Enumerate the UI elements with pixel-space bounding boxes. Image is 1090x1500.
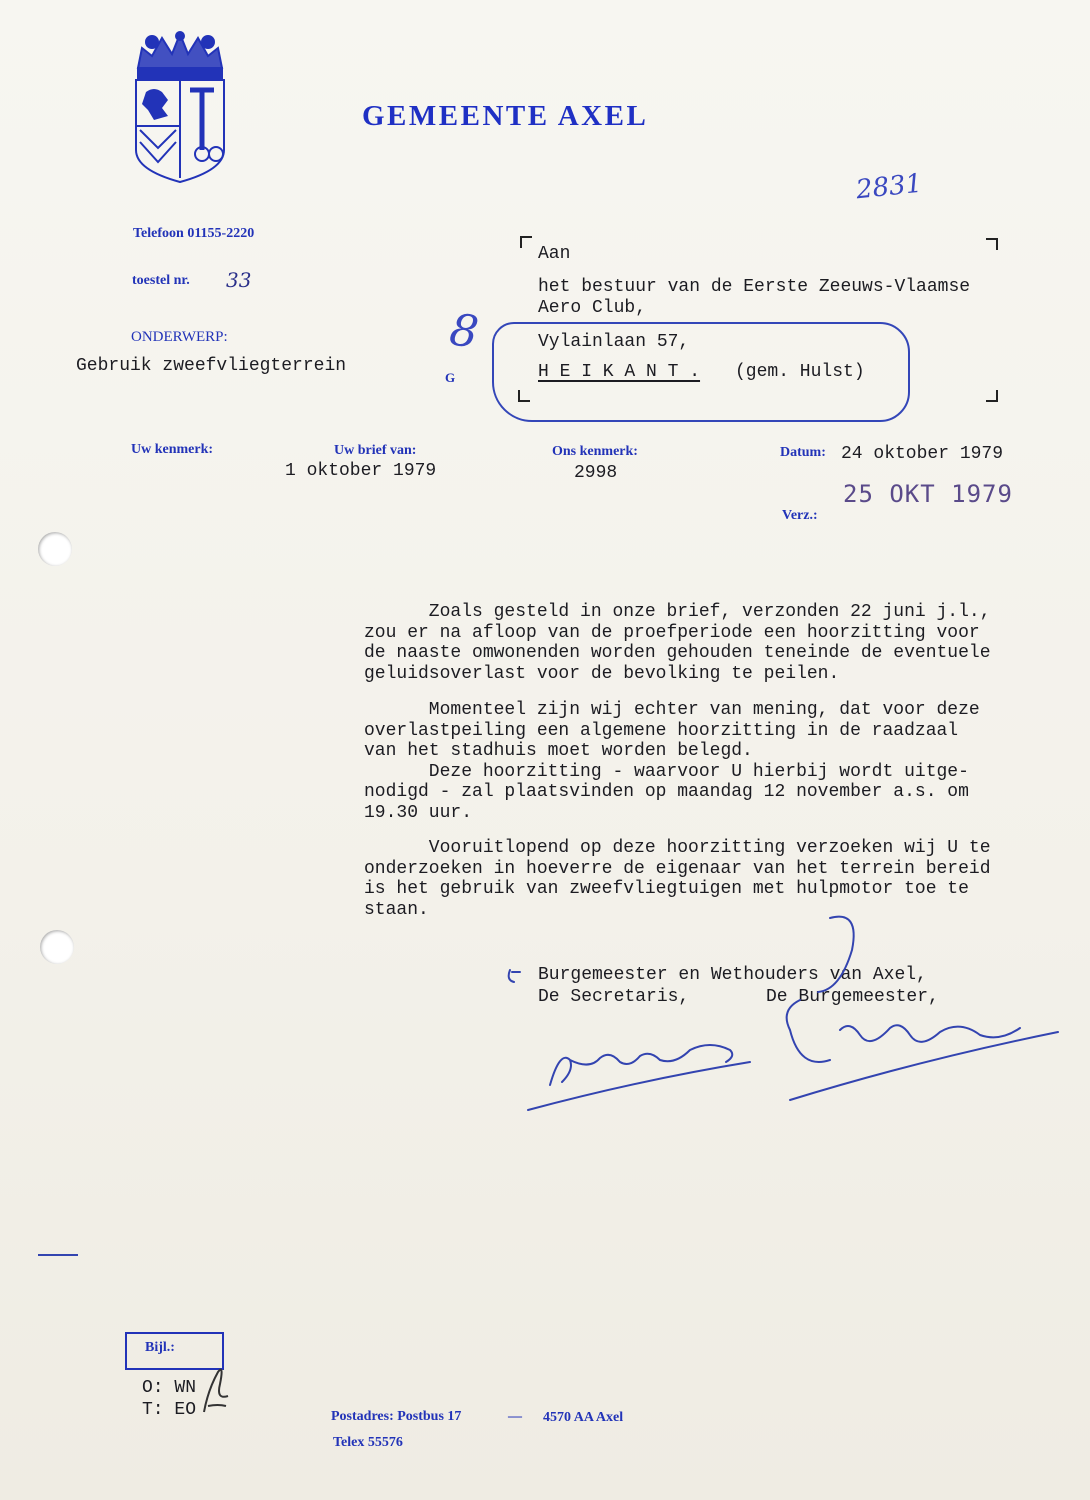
date-label: Datum: <box>780 445 826 460</box>
window-corner-tl <box>520 236 532 248</box>
page-title: GEMEENTE AXEL <box>362 100 649 132</box>
handwritten-initials <box>198 1360 238 1420</box>
postal-address: Postadres: Postbus 17 <box>331 1409 462 1424</box>
addressee-line-2: het bestuur van de Eerste Zeeuws-Vlaamse <box>538 277 971 297</box>
extension-label: toestel nr. <box>132 273 190 288</box>
body-paragraph-3: Vooruitlopend op deze hoorzitting verzoeken wij U te onderzoeken in hoeverre de eigenaar van het terrein bereid is het gebruik van zweefvliegtuigen met hulpmotor toe te staan. <box>364 838 991 920</box>
verz-label: Verz.: <box>782 508 818 523</box>
date-value: 24 oktober 1979 <box>841 444 1004 464</box>
window-corner-br <box>986 390 998 402</box>
handwritten-number: 2831 <box>854 168 924 206</box>
extension-value: 33 <box>226 268 252 292</box>
postcode: 4570 AA Axel <box>543 1410 624 1425</box>
subject-label: ONDERWERP: <box>131 329 228 345</box>
attachments-label: Bijl.: <box>145 1340 175 1355</box>
postal-dash: — <box>508 1409 522 1424</box>
signature-heading: Burgemeester en Wethouders van Axel, <box>538 965 927 985</box>
addressee-line-4: Vylainlaan 57, <box>538 332 690 352</box>
coat-of-arms-logo <box>128 30 232 186</box>
o-line: O: WN <box>142 1378 197 1398</box>
addressee-line-1: Aan <box>538 244 571 264</box>
handwritten-mark-8: 8 <box>446 304 482 359</box>
margin-mark <box>38 1254 78 1256</box>
our-ref-label: Ons kenmerk: <box>552 444 638 459</box>
addressee-place-suffix: (gem. Hulst) <box>735 362 865 382</box>
handwritten-mark-g: G <box>445 370 456 385</box>
your-ref-label: Uw kenmerk: <box>131 442 214 457</box>
your-letter-value: 1 oktober 1979 <box>285 461 437 481</box>
body-paragraph-1: Zoals gesteld in onze brief, verzonden 22 juni j.l., zou er na afloop van de proefperiode een hoorzitting voor de naaste omwonenden worden gehouden teneinde de eventuele geluidsoverlast voor de bevolking te peilen. <box>364 602 991 684</box>
punch-hole-top <box>38 532 72 566</box>
addressee-place: H E I K A N T . <box>538 362 701 382</box>
body-paragraph-2: Momenteel zijn wij echter van mening, dat voor deze overlastpeiling een algemene hoorzitting in de raadzaal van het stadhuis moet worden belegd. Deze hoorzitting - waarvoor U hierbij wordt uitge- nodigd - zal plaatsvinden op maandag 12 november a.s. om 19.30 uur. <box>364 700 980 823</box>
received-stamp: 25 OKT 1979 <box>843 480 1013 508</box>
our-ref-value: 2998 <box>574 463 618 483</box>
mayor-role: De Burgemeester, <box>766 987 939 1007</box>
addressee-line-3: Aero Club, <box>538 298 647 318</box>
window-corner-tr <box>986 238 998 250</box>
subject-value: Gebruik zweefvliegterrein <box>76 356 347 376</box>
telex: Telex 55576 <box>333 1435 403 1450</box>
your-letter-label: Uw brief van: <box>334 443 417 458</box>
punch-hole-bottom <box>40 930 74 964</box>
phone-number: Telefoon 01155-2220 <box>133 226 255 241</box>
handwritten-signatures <box>500 910 1070 1120</box>
secretary-role: De Secretaris, <box>538 987 690 1007</box>
t-line: T: EO <box>142 1400 197 1420</box>
